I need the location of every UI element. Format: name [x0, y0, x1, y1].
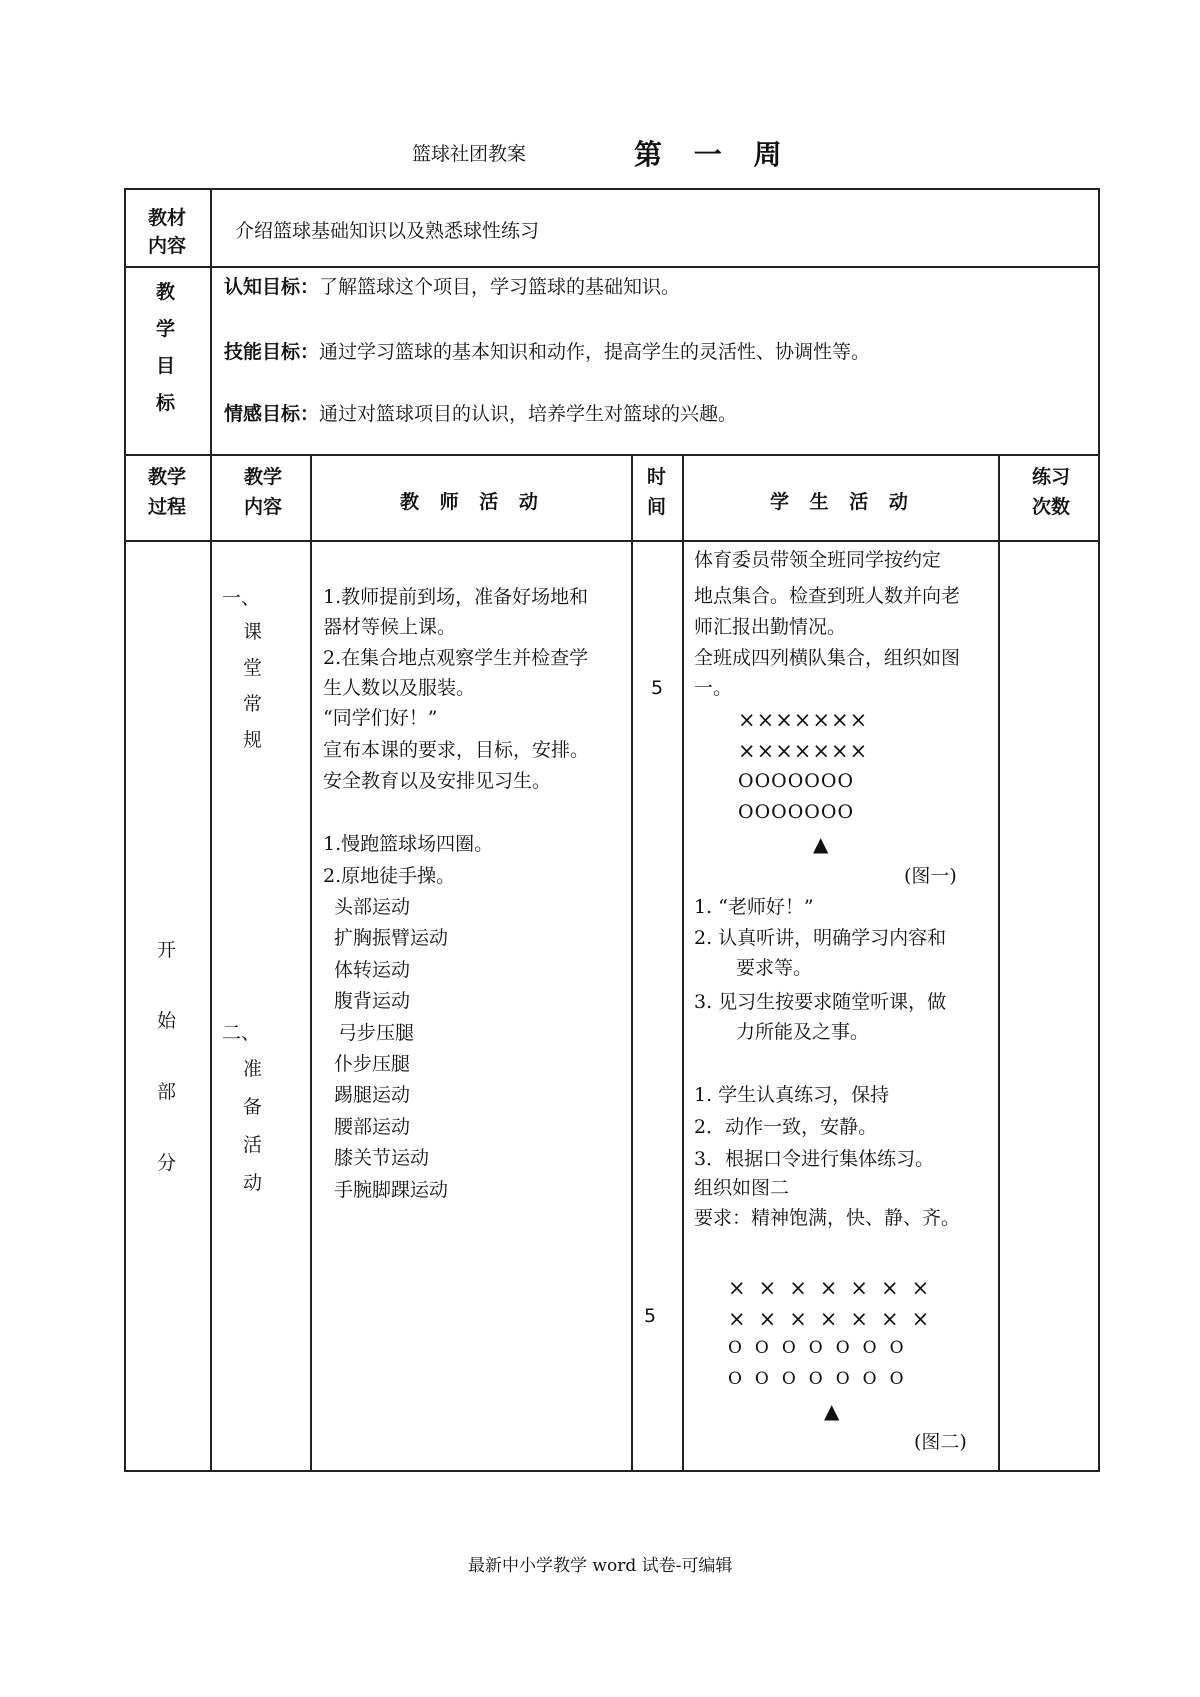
- material-text: 介绍篮球基础知识以及熟悉球性练习: [235, 220, 540, 242]
- teacher-line: 宣布本课的要求，目标，安排。: [323, 739, 590, 761]
- section-label-start: [157, 935, 176, 1175]
- content-char: 堂: [243, 657, 263, 679]
- objective-emotion: [224, 404, 737, 424]
- student-line: 地点集合。检查到班人数并向老: [694, 585, 961, 607]
- teacher-line: 腰部运动: [334, 1116, 411, 1138]
- week-heading: 第 一 周: [634, 138, 782, 171]
- header-practice-count-line1: 练习: [1032, 466, 1071, 488]
- teacher-line: 踢腿运动: [334, 1084, 411, 1106]
- objective-key: 技能目标：: [224, 341, 320, 363]
- content-char: 备: [243, 1096, 263, 1118]
- student-line: 3．根据口令进行集体练习。: [694, 1148, 935, 1170]
- teacher-line: 头部运动: [334, 896, 411, 918]
- teacher-line: 膝关节运动: [334, 1147, 430, 1169]
- objective-text: 了解篮球这个项目，学习篮球的基础知识。: [319, 276, 681, 298]
- time-value: 5: [644, 1305, 657, 1327]
- teacher-line: 安全教育以及安排见习生。: [323, 770, 552, 792]
- objective-skill: [224, 342, 870, 362]
- section-label-char: 始: [157, 1010, 177, 1032]
- objective-key: 情感目标：: [224, 403, 320, 425]
- student-line: 1. “老师好！”: [694, 896, 814, 918]
- objectives-label: [156, 277, 175, 415]
- formation-row: OOOOOOO: [728, 1338, 917, 1358]
- formation-row: ×××××××: [728, 1276, 943, 1300]
- header-practice-count-line2: 次数: [1032, 496, 1071, 518]
- formation-row: OOOOOOO: [728, 1369, 917, 1389]
- figure-caption-1: (图一): [904, 865, 957, 887]
- content-part2-number: 二、: [222, 1022, 261, 1044]
- material-label-line1: 教材: [148, 207, 187, 229]
- time-value: 5: [651, 677, 664, 699]
- student-line: 要求等。: [736, 957, 813, 979]
- objectives-label-char: 标: [156, 392, 176, 414]
- header-student-activity: 学 生 活 动: [770, 491, 908, 513]
- student-line: 3. 见习生按要求随堂听课，做: [694, 991, 947, 1013]
- objective-text: 通过学习篮球的基本知识和动作，提高学生的灵活性、协调性等。: [319, 341, 871, 363]
- teacher-line: 生人数以及服装。: [323, 677, 476, 699]
- formation-row: ×××××××: [728, 1307, 943, 1331]
- formation-diagram-2: [728, 1276, 943, 1400]
- teacher-line: 腹背运动: [334, 990, 411, 1012]
- teacher-line: 器材等候上课。: [323, 616, 457, 638]
- student-line: 2．动作一致，安静。: [694, 1116, 878, 1138]
- teacher-line: 弓步压腿: [338, 1022, 415, 1044]
- material-label-line2: 内容: [148, 235, 187, 257]
- formation-row: ×××××××: [738, 708, 869, 732]
- student-line: 2. 认真听讲，明确学习内容和: [694, 927, 947, 949]
- header-process-line1: 教学: [148, 466, 187, 488]
- student-line: 体育委员带领全班同学按约定: [694, 549, 942, 571]
- teacher-line: 仆步压腿: [334, 1053, 411, 1075]
- student-line: 一。: [694, 677, 733, 699]
- teacher-position-marker: ▲: [813, 832, 829, 856]
- teacher-line: “同学们好！”: [323, 707, 438, 729]
- student-line: 全班成四列横队集合，组织如图: [694, 647, 961, 669]
- teacher-line: 2.在集合地点观察学生并检查学: [323, 647, 589, 669]
- objective-cognitive: [224, 277, 680, 297]
- teacher-line: 1.慢跑篮球场四圈。: [323, 833, 494, 855]
- content-char: 活: [243, 1134, 263, 1156]
- objectives-label-char: 教: [156, 281, 176, 303]
- teacher-position-marker: ▲: [824, 1399, 840, 1423]
- content-char: 准: [243, 1058, 263, 1080]
- student-line: 组织如图二: [694, 1177, 790, 1199]
- student-line: 要求：精神饱满，快、静、齐。: [694, 1207, 961, 1229]
- objectives-label-char: 学: [156, 318, 176, 340]
- formation-row: ×××××××: [738, 739, 869, 763]
- teacher-line: 体转运动: [334, 959, 411, 981]
- header-content-line2: 内容: [244, 496, 283, 518]
- teacher-line: 2.原地徒手操。: [323, 865, 456, 887]
- student-line: 1. 学生认真练习，保持: [694, 1084, 890, 1106]
- teacher-line: 手腕脚踝运动: [334, 1179, 449, 1201]
- header-time-line1: 时: [647, 466, 667, 488]
- figure-caption-2: (图二): [914, 1431, 967, 1453]
- teacher-line: 扩胸振臂运动: [334, 927, 449, 949]
- formation-row: OOOOOOO: [738, 801, 855, 823]
- objective-text: 通过对篮球项目的认识，培养学生对篮球的兴趣。: [319, 403, 738, 425]
- content-part1-number: 一、: [222, 587, 261, 609]
- content-part2-warmup: [243, 1054, 262, 1195]
- content-char: 规: [243, 729, 263, 751]
- formation-diagram-1: [738, 708, 884, 832]
- page-footer: 最新中小学教学 word 试卷-可编辑: [468, 1556, 733, 1576]
- content-part1-routine: [243, 617, 262, 752]
- header-content-line1: 教学: [244, 466, 283, 488]
- section-label-char: 开: [157, 939, 177, 961]
- header-process-line2: 过程: [148, 496, 187, 518]
- section-label-char: 部: [157, 1081, 177, 1103]
- objective-key: 认知目标：: [224, 276, 320, 298]
- section-label-char: 分: [157, 1152, 177, 1174]
- header-time-line2: 间: [647, 496, 667, 518]
- content-char: 常: [243, 693, 263, 715]
- document-title: 篮球社团教案: [412, 143, 527, 165]
- student-line: 力所能及之事。: [736, 1021, 870, 1043]
- content-char: 动: [243, 1172, 263, 1194]
- teacher-line: 1.教师提前到场，准备好场地和: [323, 586, 589, 608]
- objectives-label-char: 目: [156, 355, 176, 377]
- content-char: 课: [243, 621, 263, 643]
- student-line: 师汇报出勤情况。: [694, 616, 847, 638]
- header-teacher-activity: 教 师 活 动: [400, 491, 538, 513]
- formation-row: OOOOOOO: [738, 770, 855, 792]
